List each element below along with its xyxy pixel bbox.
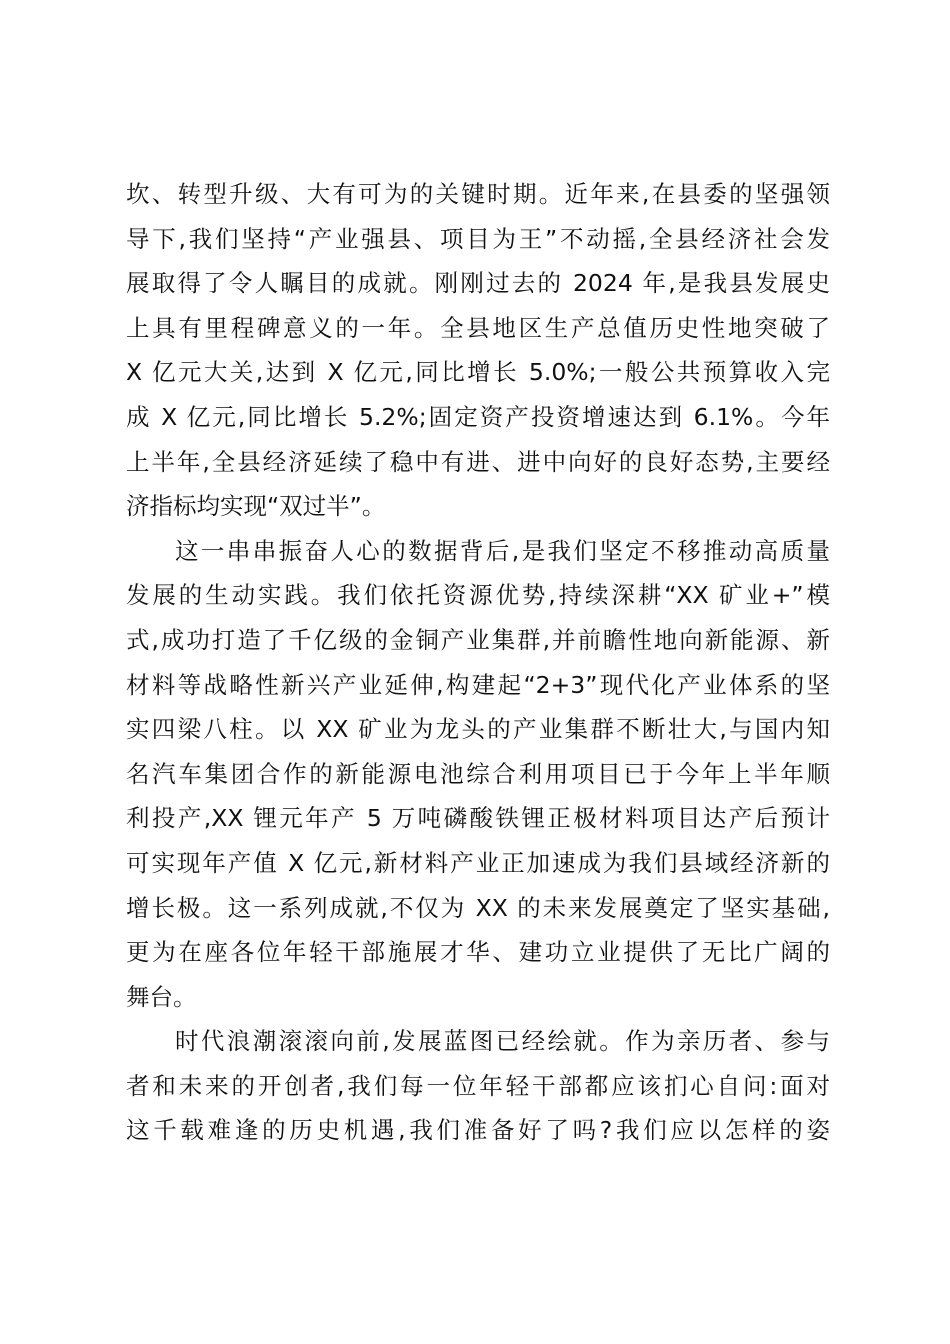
text-line: 材料等战略性新兴产业延伸,构建起“2+3”现代化产业体系的坚	[126, 670, 830, 699]
text-line: 发展的生动实践。我们依托资源优势,持续深耕“XX 矿业+”模	[126, 581, 830, 610]
text-line: 上具有里程碑意义的一年。全县地区生产总值历史性地突破了	[126, 313, 830, 342]
text-line: 这一串串振奋人心的数据背后,是我们坚定不移推动高质量	[175, 536, 830, 565]
text-line: 这千载难逢的历史机遇,我们准备好了吗?我们应以怎样的姿	[126, 1116, 830, 1145]
text-line: 展取得了令人瞩目的成就。刚刚过去的 2024 年,是我县发展史	[126, 269, 830, 298]
text-line: 增长极。这一系列成就,不仅为 XX 的未来发展奠定了坚实基础,	[126, 893, 830, 922]
text-line: X 亿元大关,达到 X 亿元,同比增长 5.0%;一般公共预算收入完	[126, 358, 830, 387]
document-body	[126, 172, 830, 1153]
text-line: 者和未来的开创者,我们每一位年轻干部都应该扪心自问:面对	[126, 1071, 830, 1100]
paragraph-1	[126, 172, 830, 529]
text-line: 时代浪潮滚滚向前,发展蓝图已经绘就。作为亲历者、参与	[175, 1027, 830, 1056]
text-line: 济指标均实现“双过半”。	[126, 492, 386, 521]
text-line: 可实现年产值 X 亿元,新材料产业正加速成为我们县域经济新的	[126, 848, 830, 877]
text-line: 实四梁八柱。以 XX 矿业为龙头的产业集群不断壮大,与国内知	[126, 715, 830, 744]
text-line: 坎、转型升级、大有可为的关键时期。近年来,在县委的坚强领	[126, 180, 830, 208]
text-line: 利投产,XX 锂元年产 5 万吨磷酸铁锂正极材料项目达产后预计	[126, 804, 830, 833]
text-line: 成 X 亿元,同比增长 5.2%;固定资产投资增速达到 6.1%。今年	[126, 402, 830, 431]
paragraph-2	[126, 529, 830, 1020]
paragraph-3	[126, 1019, 830, 1153]
text-line: 名汽车集团合作的新能源电池综合利用项目已于今年上半年顺	[126, 759, 830, 788]
text-line: 式,成功打造了千亿级的金铜产业集群,并前瞻性地向新能源、新	[126, 625, 830, 654]
text-line: 舞台。	[126, 982, 197, 1011]
text-line: 更为在座各位年轻干部施展才华、建功立业提供了无比广阔的	[126, 938, 830, 967]
text-line: 上半年,全县经济延续了稳中有进、进中向好的良好态势,主要经	[126, 447, 830, 476]
text-line: 导下,我们坚持“产业强县、项目为王”不动摇,全县经济社会发	[126, 224, 830, 253]
